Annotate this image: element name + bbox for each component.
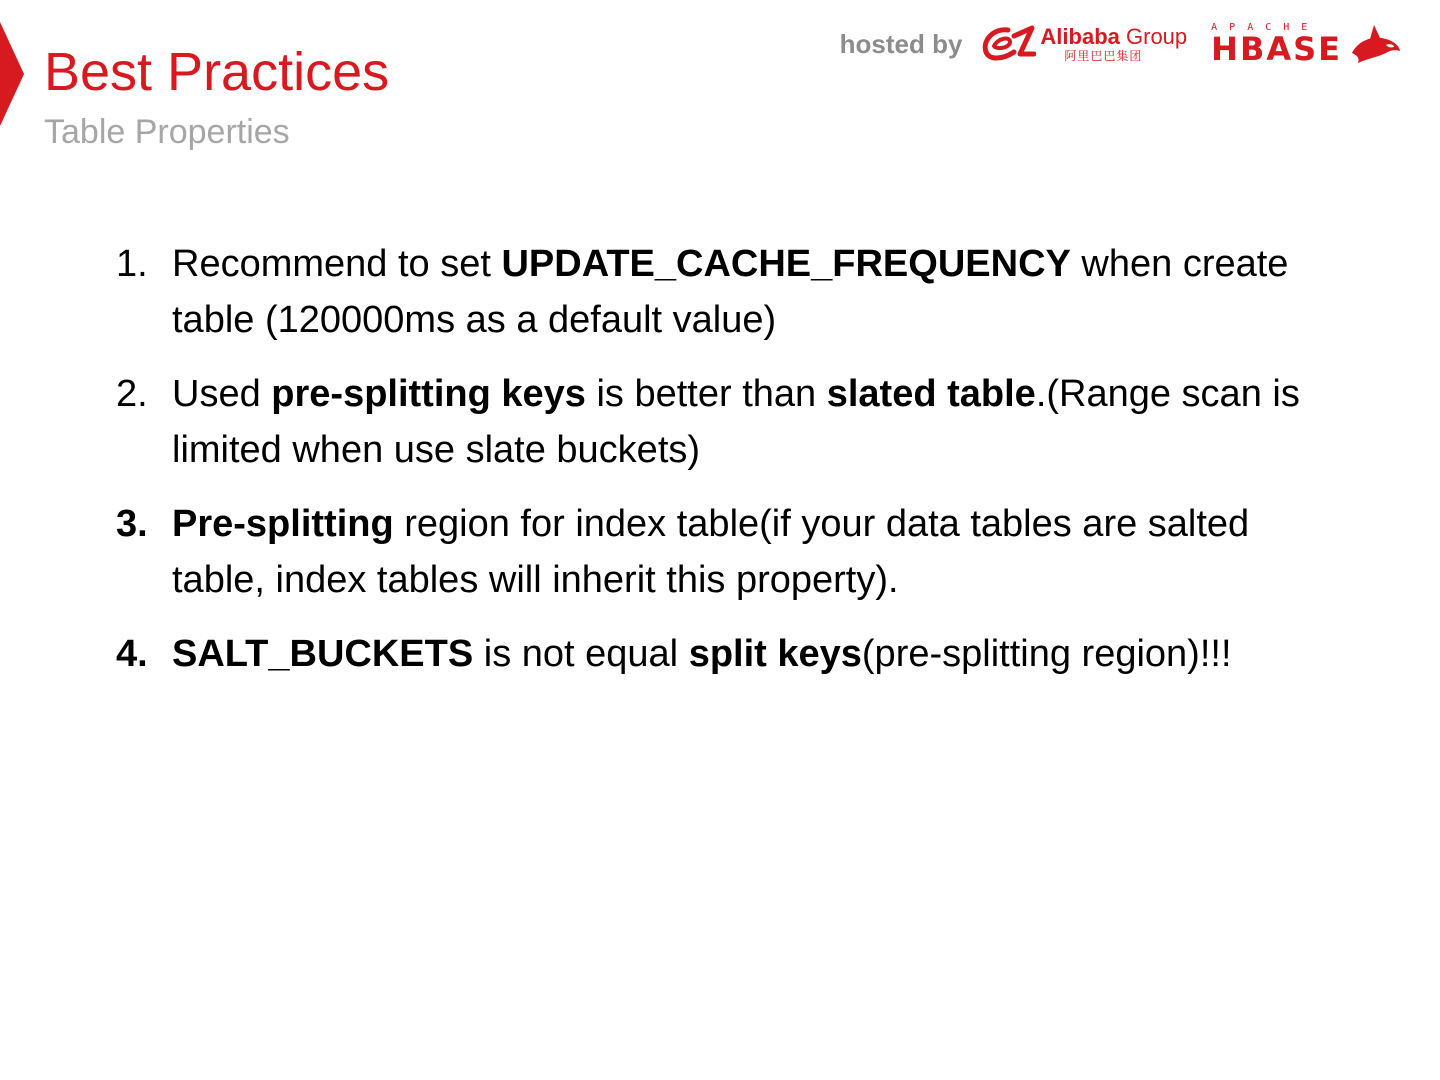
list-item-number: 3.: [116, 503, 148, 545]
hosted-by-label: hosted by: [839, 28, 963, 59]
best-practices-list: [116, 236, 1346, 700]
list-item: [116, 366, 1346, 478]
list-item-number: 2.: [116, 373, 148, 415]
alibaba-swoosh-icon: [980, 24, 1036, 64]
list-item: [116, 236, 1346, 348]
list-item-text: Used pre-splitting keys is better than slated table.(Range scan is limited when use slate buckets): [172, 373, 1300, 471]
list-item-number: 1.: [116, 243, 148, 285]
list-item-number: 4.: [116, 633, 148, 675]
orca-whale-icon: [1350, 23, 1402, 65]
slide-subtitle: Table Properties: [44, 113, 290, 151]
host-banner: [840, 18, 1402, 70]
slide-accent-marker: [0, 22, 24, 126]
alibaba-group-logo: [980, 24, 1187, 64]
list-item-text: SALT_BUCKETS is not equal split keys(pre-splitting region)!!!: [172, 633, 1232, 675]
list-item: [116, 626, 1346, 682]
group-wordmark: Group: [1119, 24, 1188, 49]
alibaba-wordmark: Alibaba: [1040, 24, 1120, 49]
apache-wordmark: APACHE: [1211, 22, 1320, 33]
apache-hbase-logo: [1211, 22, 1402, 68]
slide-title: Best Practices: [44, 42, 390, 102]
list-item: [116, 496, 1346, 608]
list-item-text: Recommend to set UPDATE_CACHE_FREQUENCY when create table (120000ms as a default value): [172, 243, 1289, 341]
list-item-text: Pre-splitting region for index table(if your data tables are salted table, index tables will inherit this property).: [172, 503, 1250, 601]
hbase-wordmark: HBASE: [1211, 30, 1342, 68]
alibaba-chinese-wordmark: 阿里巴巴集团: [1064, 49, 1143, 63]
